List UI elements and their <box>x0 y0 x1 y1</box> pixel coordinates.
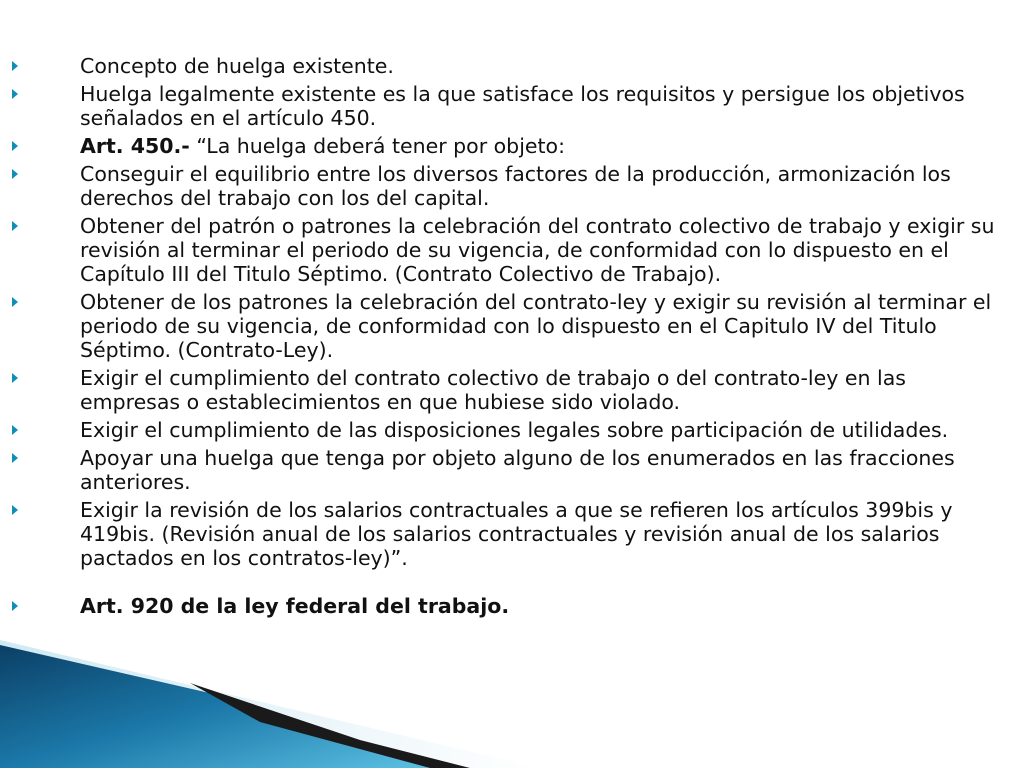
triangle-bullet-icon <box>12 373 18 383</box>
list-item <box>0 162 1024 210</box>
list-item <box>0 214 1024 286</box>
list-item <box>0 366 1024 414</box>
item-text: Apoyar una huelga que tenga por objeto alguno de los enumerados en las fracciones anteriores. <box>80 446 955 494</box>
article-reference: Art. 450.- <box>80 134 190 158</box>
list-item <box>0 290 1024 362</box>
triangle-bullet-icon <box>12 141 18 151</box>
triangle-bullet-icon <box>12 89 18 99</box>
list-item <box>0 82 1024 130</box>
item-text: Obtener del patrón o patrones la celebración del contrato colectivo de trabajo y exigir su revisión al terminar el periodo de su vigencia, de conformidad con lo dispuesto en el Capítulo III del Titulo Séptimo. (Contrato Colectivo de Trabajo). <box>80 214 995 286</box>
item-text: Concepto de huelga existente. <box>80 54 394 78</box>
list-item <box>0 498 1024 570</box>
triangle-bullet-icon <box>12 221 18 231</box>
triangle-bullet-icon <box>12 425 18 435</box>
list-item <box>0 418 1024 442</box>
list-item <box>0 594 1024 618</box>
list-item <box>0 446 1024 494</box>
triangle-bullet-icon <box>12 169 18 179</box>
triangle-bullet-icon <box>12 297 18 307</box>
triangle-bullet-icon <box>12 601 18 611</box>
triangle-bullet-icon <box>12 453 18 463</box>
triangle-bullet-icon <box>12 61 18 71</box>
item-text: Huelga legalmente existente es la que satisface los requisitos y persigue los objetivos señalados en el artículo 450. <box>80 82 965 130</box>
bullet-list <box>0 54 1024 622</box>
item-text: Exigir el cumplimiento de las disposiciones legales sobre participación de utilidades. <box>80 418 949 442</box>
triangle-bullet-icon <box>12 505 18 515</box>
item-text: Exigir el cumplimiento del contrato colectivo de trabajo o del contrato-ley en las empresas o establecimientos en que hubiese sido violado. <box>80 366 906 414</box>
list-item <box>0 54 1024 78</box>
list-item <box>0 134 1024 158</box>
item-text: Conseguir el equilibrio entre los diversos factores de la producción, armonización los derechos del trabajo con los del capital. <box>80 162 951 210</box>
item-text: “La huelga deberá tener por objeto: <box>189 134 565 158</box>
item-text: Exigir la revisión de los salarios contractuales a que se refieren los artículos 399bis y 419bis. (Revisión anual de los salarios contractuales y revisión anual de los salarios pactados en los contratos-ley)”. <box>80 498 953 570</box>
legal-source-text: Art. 920 de la ley federal del trabajo. <box>80 594 510 618</box>
item-text: Obtener de los patrones la celebración del contrato-ley y exigir su revisión al terminar el periodo de su vigencia, de conformidad con lo dispuesto en el Capitulo IV del Titulo Séptimo. (Contrato-Ley). <box>80 290 992 362</box>
